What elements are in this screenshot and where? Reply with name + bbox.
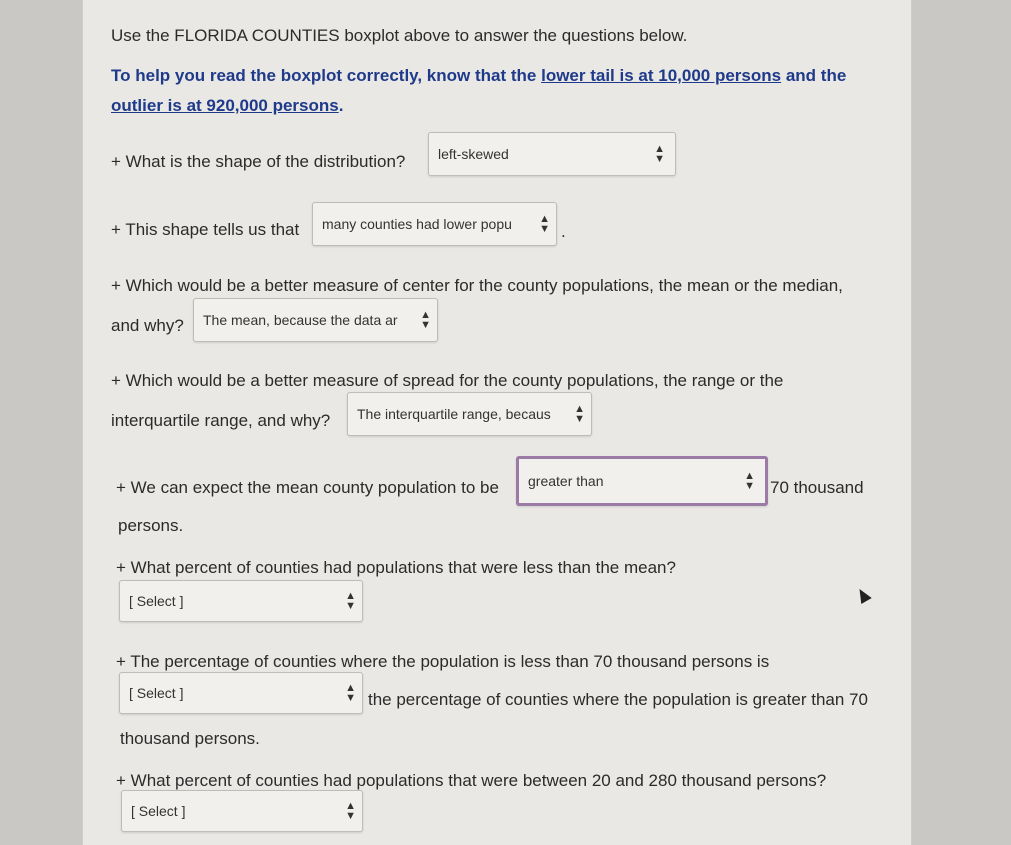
- q7-dropdown[interactable]: [119, 672, 363, 714]
- q2-dropdown[interactable]: [312, 202, 557, 246]
- q5-dropdown[interactable]: [516, 456, 768, 506]
- q4-dropdown[interactable]: [347, 392, 592, 436]
- q3-line-2: and why?: [111, 316, 184, 335]
- q7-dropdown-value: [ Select ]: [129, 685, 184, 701]
- q8-dropdown[interactable]: [121, 790, 363, 832]
- q1-text: + What is the shape of the distribution?: [111, 152, 406, 171]
- up-down-arrows-icon: ▲ ▼: [345, 800, 356, 822]
- outlier-link[interactable]: outlier is at 920,000 persons: [111, 96, 339, 115]
- q3-line-1: + Which would be a better measure of center for the county populations, the mean or the median,: [111, 276, 843, 295]
- q7-line-1: + The percentage of counties where the population is less than 70 thousand persons is: [116, 652, 770, 671]
- q1-dropdown[interactable]: [428, 132, 676, 176]
- q6-dropdown[interactable]: [119, 580, 363, 622]
- help-text-a: To help you read the boxplot correctly, know that the: [111, 66, 542, 85]
- q4-line-1: + Which would be a better measure of spread for the county populations, the range or the: [111, 371, 784, 390]
- help-line-2: [111, 96, 343, 116]
- q8-text: + What percent of counties had populations that were between 20 and 280 thousand persons?: [116, 771, 827, 790]
- up-down-arrows-icon: ▲ ▼: [345, 590, 356, 612]
- q2-dropdown-value: many counties had lower popu: [322, 216, 512, 232]
- q3-dropdown[interactable]: [193, 298, 438, 342]
- q7-line-3: thousand persons.: [120, 729, 260, 748]
- up-down-arrows-icon: ▲ ▼: [744, 470, 755, 492]
- intro-text: Use the FLORIDA COUNTIES boxplot above to answer the questions below.: [111, 26, 688, 45]
- q4-dropdown-value: The interquartile range, becaus: [357, 406, 551, 422]
- q6-text: + What percent of counties had populations that were less than the mean?: [116, 558, 676, 577]
- help-text-b: and the: [781, 66, 847, 85]
- up-down-arrows-icon: ▲ ▼: [420, 309, 431, 331]
- q6-dropdown-value: [ Select ]: [129, 593, 184, 609]
- q8-dropdown-value: [ Select ]: [131, 803, 186, 819]
- q5-after: 70 thousand: [770, 478, 864, 497]
- lower-tail-link[interactable]: lower tail is at 10,000 persons: [541, 66, 782, 85]
- up-down-arrows-icon: ▲ ▼: [345, 682, 356, 704]
- q1-dropdown-value: left-skewed: [438, 146, 509, 162]
- up-down-arrows-icon: ▲ ▼: [654, 143, 665, 165]
- quiz-page: [82, 0, 912, 845]
- q5-line-2: persons.: [118, 516, 184, 535]
- q2-text: + This shape tells us that: [111, 220, 300, 239]
- q5-text: + We can expect the mean county population to be: [116, 478, 499, 497]
- q4-line-2: interquartile range, and why?: [111, 411, 331, 430]
- up-down-arrows-icon: ▲ ▼: [539, 213, 550, 235]
- up-down-arrows-icon: ▲ ▼: [574, 403, 585, 425]
- q7-after: the percentage of counties where the population is greater than 70: [368, 690, 868, 709]
- q3-dropdown-value: The mean, because the data ar: [203, 312, 398, 328]
- help-text-c: .: [338, 96, 344, 115]
- help-line-1: [111, 66, 846, 86]
- q5-dropdown-value: greater than: [528, 473, 604, 489]
- q2-period: .: [561, 222, 566, 241]
